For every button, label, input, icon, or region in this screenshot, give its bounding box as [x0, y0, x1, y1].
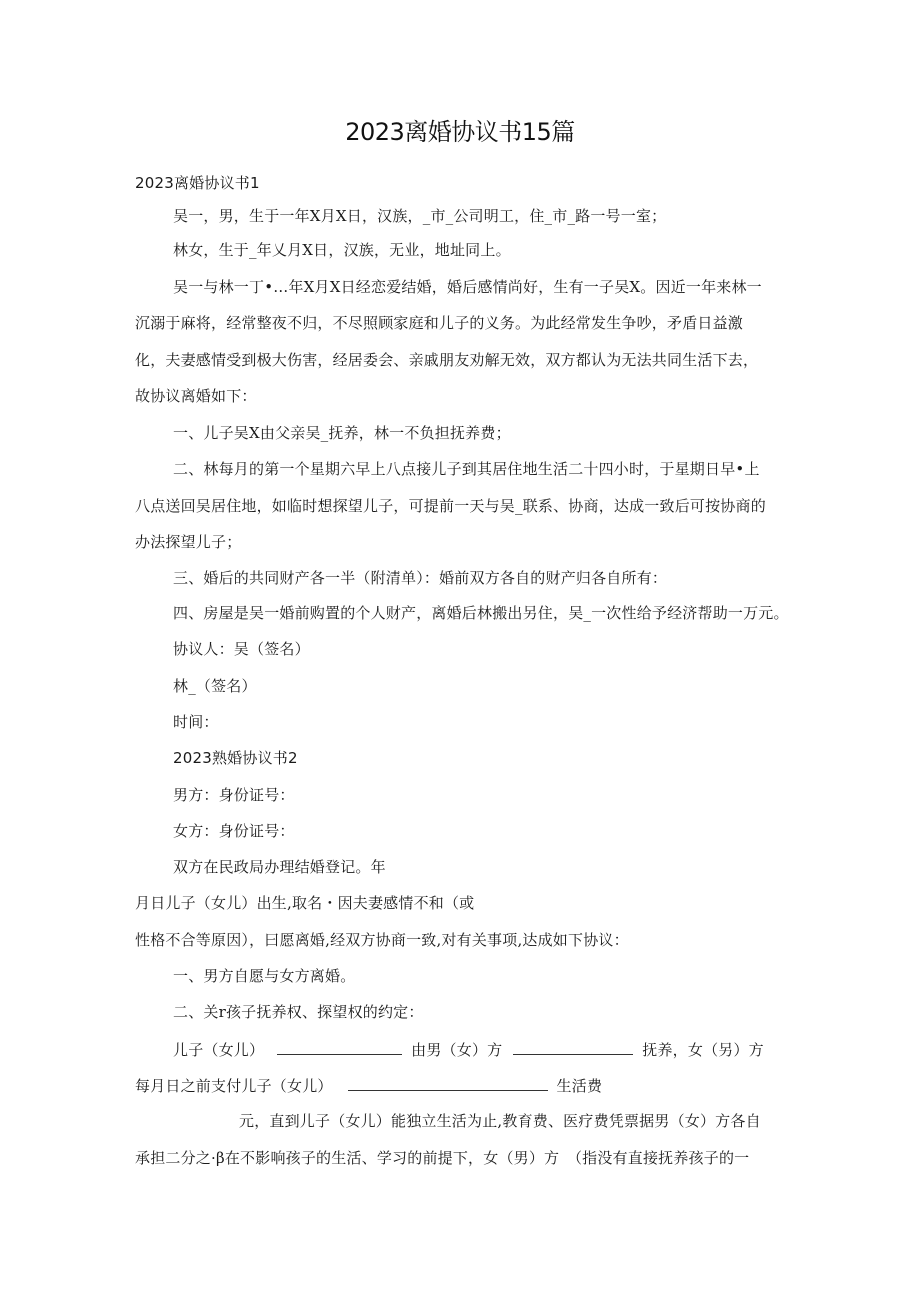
paragraph-line: 林女，生于_年乂月X日，汉族，无业，地址同上。: [173, 241, 511, 259]
custody-text-b: 由男（女）方: [411, 1041, 503, 1059]
support-line: [135, 1075, 602, 1096]
date-line: 时间：: [173, 713, 219, 731]
paragraph-line: 月日儿子（女儿）出生,取名・因夫妻感情不和（或: [135, 894, 475, 912]
fill-in-blank[interactable]: [513, 1039, 633, 1055]
support-text-a: 每月日之前支付儿子（女儿）: [135, 1077, 333, 1095]
document-title: 2023离婚协议书15篇: [345, 118, 575, 146]
signature-line: 林_（签名）: [173, 677, 257, 695]
paragraph-line: 一、男方自愿与女方离婚。: [173, 967, 356, 985]
paragraph-line: 四、房屋是吴一婚前购置的个人财产，离婚后林搬出另住，吴_一次性给予经济帮助一万元。: [173, 604, 789, 622]
paragraph-line: 化，夫妻感情受到极大伤害，经居委会、亲戚朋友劝解无效，双方都认为无法共同生活下去，: [135, 351, 759, 369]
support-text-b: 生活费: [556, 1077, 603, 1095]
custody-line: [173, 1039, 764, 1060]
paragraph-line: 双方在民政局办理结婚登记。年: [173, 858, 386, 876]
paragraph-line: 故协议离婚如下：: [135, 387, 257, 405]
paragraph-line: 办法探望儿子；: [135, 533, 242, 551]
custody-text-c: 抚养，女（另）方: [642, 1041, 764, 1059]
paragraph-line: 女方：身份证号：: [173, 822, 295, 840]
fill-in-blank[interactable]: [348, 1075, 548, 1091]
paragraph-line: 三、婚后的共同财产各一半（附清单）：婚前双方各自的财产归各自所有：: [173, 569, 668, 587]
paragraph-line: 性格不合等原因），曰愿离婚,经双方协商一致,对有关事项,达成如下协议：: [135, 931, 629, 949]
paragraph-line: 吴一，男，生于一年X月X日，汉族，_市_公司明工，住_市_路一号一室；: [173, 207, 667, 225]
fill-in-blank[interactable]: [277, 1039, 402, 1055]
paragraph-line: 一、儿子吴X由父亲吴_抚养，林一不负担抚养费；: [173, 424, 511, 442]
section-heading: 2023离婚协议书1: [135, 174, 260, 192]
paragraph-line: 二、林每月的第一个星期六早上八点接儿子到其居住地生活二十四小时，于星期日早•上: [173, 460, 760, 478]
paragraph-line: 元，直到儿子（女儿）能独立生活为止,教育费、医疗费凭票据男（女）方各自: [239, 1112, 761, 1130]
paragraph-line: 承担二分之·β在不影响孩子的生活、学习的前提下，女（男）方 （指没有直接抚养孩子的一: [135, 1149, 750, 1167]
paragraph-line: 八点送回吴居住地，如临时想探望儿子，可提前一天与吴_联系、协商，达成一致后可按协商的: [135, 497, 766, 515]
paragraph-line: 男方：身份证号：: [173, 786, 295, 804]
section-heading: 2023熟婚协议书2: [173, 749, 298, 767]
paragraph-line: 吴一与林一丁•…年X月X日经恋爱结婚，婚后感情尚好，生有一子吴X。因近一年来林一: [173, 278, 762, 296]
paragraph-line: 二、关r孩子抚养权、探望权的约定：: [173, 1003, 424, 1021]
custody-text-a: 儿子（女儿）: [173, 1041, 265, 1059]
signature-line: 协议人：吴（签名）: [173, 640, 310, 658]
paragraph-line: 沉溺于麻将，经常整夜不归，不尽照顾家庭和儿子的义务。为此经常发生争吵，矛盾日益激: [135, 314, 744, 332]
